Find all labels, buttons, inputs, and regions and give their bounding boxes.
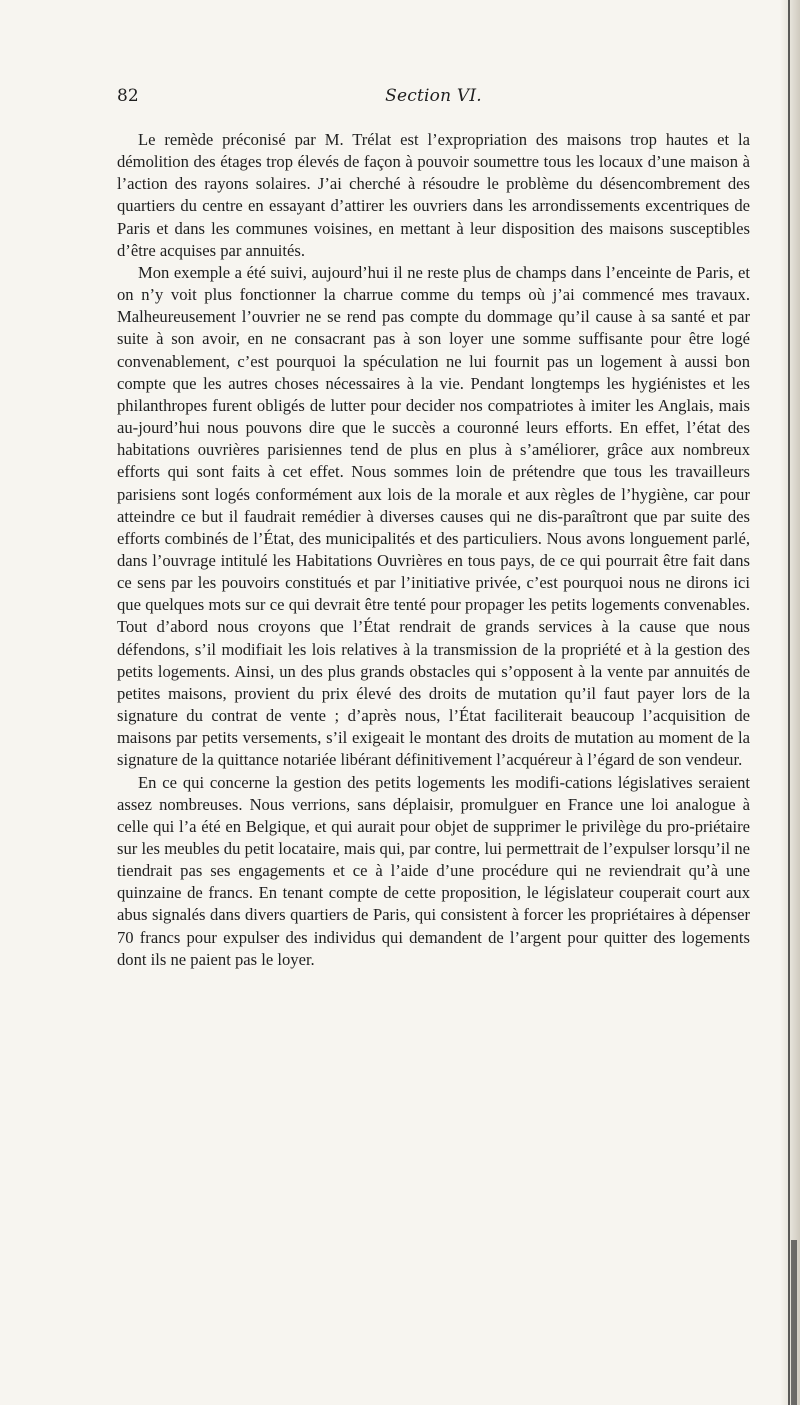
- page-edge-mark: [791, 1240, 797, 1405]
- page-header: [117, 86, 750, 110]
- paragraph-2: Mon exemple a été suivi, aujourd’hui il ne reste plus de champs dans l’enceinte de Paris, et on n’y voit plus fonctionner la charrue comme du temps où j’ai commencé mes travaux. Malheureusement l’ouvrier ne se rend pas compte du dommage qu’il cause à sa santé et par suite à son avoir, en ne consacrant pas à son loyer une somme suffisante pour être logé convenablement, c’est pourquoi la spéculation ne lui fournit pas un logement à aussi bon compte que les autres choses nécessaires à la vie. Pendant longtemps les hygiénistes et les philanthropes furent obligés de lutter pour decider nos compatriotes à imiter les Anglais, mais au-jourd’hui nous pouvons dire que le succès a couronné leurs efforts. En effet, l’état des habitations ouvrières parisiennes tend de plus en plus à s’améliorer, grâce aux nombreux efforts qui sont faits à cet effet. Nous sommes loin de prétendre que tous les travailleurs parisiens sont logés conformément aux lois de la morale et aux règles de l’hygiène, car pour atteindre ce but il faudrait remédier à diverses causes qui ne dis-paraîtront que par suite des efforts combinés de l’État, des municipalités et des particuliers. Nous avons longuement parlé, dans l’ouvrage intitulé les Habitations Ouvrières en tous pays, de ce qui pourrait être fait dans ce sens par les pouvoirs constitués et par l’initiative privée, c’est pourquoi nous ne dirons ici que quelques mots sur ce qui devrait être tenté pour propager les petits logements convenables. Tout d’abord nous croyons que l’État rendrait de grands services à la cause que nous défendons, s’il modifiait les lois relatives à la transmission de la propriété et à la gestion des petits logements. Ainsi, un des plus grands obstacles qui s’opposent à la vente par annuités de petites maisons, provient du prix élevé des droits de mutation qu’il faut payer lors de la signature du contrat de vente ; d’après nous, l’État faciliterait beaucoup l’acquisition de maisons par petits versements, s’il exigeait le montant des droits de mutation au moment de la signature de la quittance notariée libérant définitivement l’acquéreur à l’égard de son vendeur.: [117, 262, 750, 770]
- page-number: 82: [117, 86, 139, 106]
- paragraph-1: Le remède préconisé par M. Trélat est l’expropriation des maisons trop hautes et la démolition des étages trop élevés de façon à pouvoir soumettre tous les locaux d’une maison à l’action des rayons solaires. J’ai cherché à résoudre le problème du désencombrement des quartiers du centre en essayant d’attirer les ouvriers dans les arrondissements excentriques de Paris et dans les communes voisines, en mettant à leur disposition des maisons susceptibles d’être acquises par annuités.: [117, 130, 750, 260]
- page-spine-shadow: [780, 0, 800, 1405]
- body-text: [117, 129, 750, 971]
- page-edge-line: [788, 0, 790, 1405]
- running-head-section-title: Section VI.: [385, 86, 482, 106]
- paragraph-3: En ce qui concerne la gestion des petits logements les modifi-cations législatives seraient assez nombreuses. Nous verrions, sans déplaisir, promulguer en France une loi analogue à celle qui l’a été en Belgique, et qui aurait pour objet de supprimer le privilège du pro-priétaire sur les meubles du petit locataire, mais qui, par contre, lui permettrait de l’expulser lorsqu’il ne tiendrait pas ses engagements et ce à l’aide d’une procédure qui ne reviendrait qu’à une quinzaine de francs. En tenant compte de cette proposition, le législateur couperait court aux abus signalés dans divers quartiers de Paris, qui consistent à forcer les propriétaires à dépenser 70 francs pour expulser des individus qui demandent de l’argent pour quitter des logements dont ils ne paient pas le loyer.: [117, 772, 750, 969]
